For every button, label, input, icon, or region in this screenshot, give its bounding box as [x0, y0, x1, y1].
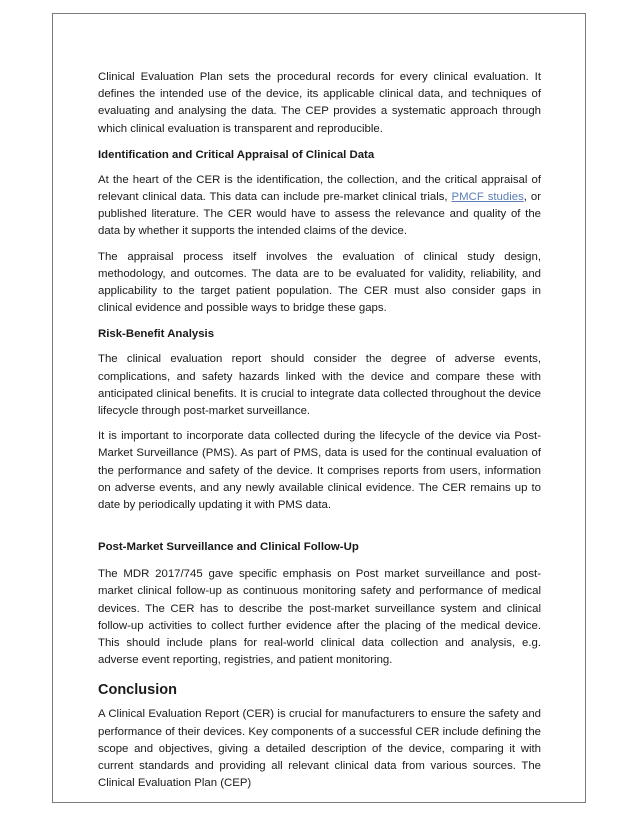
pmcf-studies-link[interactable]: PMCF studies	[451, 191, 524, 204]
paragraph-appraisal: The appraisal process itself involves the evaluation of clinical study design, methodology, and outcomes. The data are to be evaluated for validity, reliability, and applicability to the target patient population. The CER must also consider gaps in clinical evidence and possible ways to bridge these gaps.	[98, 250, 541, 315]
heading-risk-benefit: Risk-Benefit Analysis	[98, 328, 215, 341]
paragraph-pms: It is important to incorporate data collected during the lifecycle of the device via Post-Market Surveillance (PMS). As part of PMS, data is used for the continual evaluation of the performance and safety of the device. It comprises reports from users, information on adverse events, and any newly available clinical evidence. The CER remains up to date by periodically updating it with PMS data.	[98, 430, 541, 512]
paragraph-cer-heart-text: At the heart of the CER is the identification, the collection, and the critical appraisal of relevant clinical data. This data can include pre-market clinical trials,	[98, 173, 541, 204]
heading-post-market: Post-Market Surveillance and Clinical Follow-Up	[98, 541, 359, 554]
paragraph-cer-heart	[98, 172, 541, 241]
paragraph-risk-benefit: The clinical evaluation report should consider the degree of adverse events, complications, and safety hazards linked with the device and compare these with anticipated clinical benefits. It is crucial to integrate data collected throughout the device lifecycle through post-market surveillance.	[98, 353, 541, 418]
paragraph-cer-heart-text-end: , or published literature. The CER would have to assess the relevance and quality of the data by whether it supports the intended claims of the device.	[98, 191, 541, 238]
document-body	[98, 69, 541, 801]
heading-conclusion: Conclusion	[98, 682, 177, 699]
paragraph-mdr: The MDR 2017/745 gave specific emphasis on Post market surveillance and post-market clinical follow-up as continuous monitoring safety and performance of medical devices. The CER has to describe the post-market surveillance system and clinical follow-up activities to collect further evidence after the placing of the medical device. This should include plans for real-world clinical data collection and analysis, e.g. adverse event reporting, registries, and patient monitoring.	[98, 568, 541, 667]
heading-identification: Identification and Critical Appraisal of Clinical Data	[98, 148, 375, 161]
paragraph-conclusion: A Clinical Evaluation Report (CER) is crucial for manufacturers to ensure the safety and performance of their devices. Key components of a successful CER include defining the scope and objectives, giving a detailed description of the device, comparing it with current standards and providing all relevant clinical data from various sources. The Clinical Evaluation Plan (CEP)	[98, 708, 541, 790]
paragraph-cep: Clinical Evaluation Plan sets the procedural records for every clinical evaluation. It defines the intended use of the device, its applicable clinical data, and techniques of evaluating and analysing the data. The CEP provides a systematic approach through which clinical evaluation is transparent and reproducible.	[98, 71, 541, 135]
